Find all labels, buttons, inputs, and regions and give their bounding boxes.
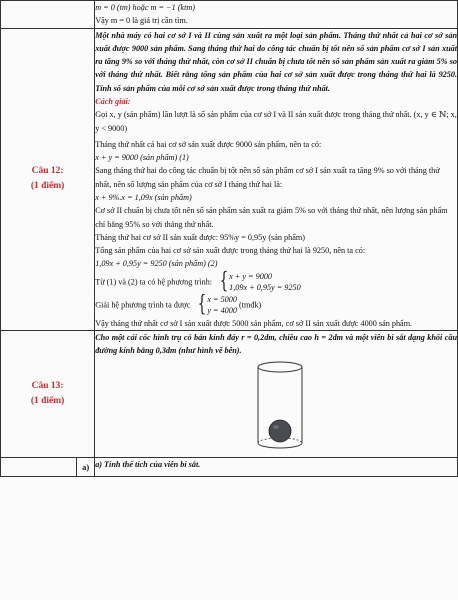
question-12-label: Câu 12: (31, 166, 64, 177)
solution-conclusion: Vậy tháng thứ nhất cơ sở I sản xuất được 5000 sản phẩm, cơ sở II sản xuất được 4000 sản phẩm. (95, 318, 413, 328)
brace-icon: { (198, 292, 207, 318)
question-12-row (1, 28, 458, 330)
equation-system-2-line (95, 294, 457, 317)
question-13a-text: a) Tính thể tích của viên bi sắt. (95, 458, 458, 477)
solution-step-5: x + 9%.x = 1,09x (sản phẩm) (95, 192, 192, 202)
question-13-label-cell (1, 330, 95, 458)
question-12-content (95, 28, 458, 330)
question-13-label: Câu 13: (31, 380, 64, 391)
question-13a-row (1, 458, 458, 477)
solution-step-1: Gọi x, y (sản phẩm) lần lượt là số sản phẩm của cơ sở I và II sản xuất được trong tháng thứ nhất. (x, y ∈ ℕ; x, y < 9000) (95, 110, 457, 133)
solution-step-3: x + y = 9000 (sản phẩm) (1) (95, 153, 189, 163)
solution-heading: Cách giải: (95, 96, 131, 106)
question-12-label-cell (1, 28, 95, 330)
cylinder-with-ball-icon (95, 357, 455, 457)
solution-step-10: Từ (1) và (2) ta có hệ phương trình: (95, 276, 213, 286)
system-2-eq-2: y = 4000 (207, 306, 237, 316)
solution-step-4: Sang tháng thứ hai do công tác chuẩn bị tốt nên số sản phẩm cơ sở I sản xuất ra tăng 9% so với tháng thứ nhất, nên số lượng sản phẩm của cơ sở I tháng thứ hai là: (95, 166, 440, 189)
solution-step-11: Giải hệ phương trình ta được (95, 299, 191, 309)
cylinder-figure (95, 357, 457, 457)
condition-check: (tmđk) (239, 299, 262, 309)
system-1-eq-1: x + y = 9000 (229, 271, 273, 281)
brace-icon: { (219, 269, 229, 295)
question-13-row (1, 330, 458, 458)
equation-system-2 (195, 294, 237, 317)
question-12-problem: Một nhà máy có hai cơ sở I và II cùng sản xuất ra một loại sản phẩm. Tháng thứ nhất cả hai cơ sở sản xuất được 9000 sản phẩm. Sang tháng thứ hai do công tác chuẩn bị tốt nên số sản phẩm cơ sở I sản xuất ra tăng 9% so với tháng thứ nhất, còn cơ sở II chuẩn bị chưa tốt nên số sản phẩm sản xuất ra giảm 5% so với tháng thứ nhất. Biết rằng tổng sản phẩm của hai cơ sở sản xuất được trong tháng thứ hai là 9250. Tính số sản phẩm của mỗi cơ sở sản xuất được trong tháng thứ nhất. (95, 30, 457, 93)
question-13-problem: Cho một cái cốc hình trụ có bán kính đáy r = 0,2dm, chiều cao h = 2dm và một viên bi sắt dạng khối cầu đường kính bằng 0,3dm (như hình vẽ bên). (95, 332, 457, 356)
prev-question-row (1, 1, 458, 29)
question-13-content (95, 330, 458, 458)
question-13a-letter: a) (77, 458, 95, 477)
solution-step-7: Tháng thứ hai cơ sở II sản xuất được: 95%y = 0,95y (sản phẩm) (95, 232, 305, 242)
solution-step-8: Tổng sản phẩm của hai cơ sở sản xuất được trong tháng thứ hai là 9250, nên ta có: (95, 246, 366, 256)
question-12-points: (1 điểm) (30, 181, 65, 192)
solution-step-2: Tháng thứ nhất cả hai cơ sở sản xuất được 9000 sản phẩm, nên ta có: (95, 139, 322, 149)
prev-line-2: Vậy m = 0 là giá trị cần tìm. (95, 16, 188, 26)
prev-content-cell (95, 1, 458, 29)
prev-label-cell (1, 1, 95, 29)
solution-step-9: 1,09x + 0,95y = 9250 (sản phẩm) (2) (95, 259, 218, 269)
question-13a-empty-cell (1, 458, 77, 477)
equation-system-1 (217, 271, 301, 294)
prev-line-1: m = 0 (tm) hoặc m = −1 (ktm) (95, 3, 195, 12)
system-2-eq-1: x = 5000 (207, 294, 237, 304)
system-1-eq-2: 1,09x + 0,95y = 9250 (229, 283, 301, 293)
question-13-points: (1 điểm) (30, 396, 65, 407)
solution-step-6: Cơ sở II chuẩn bị chưa tốt nên số sản phẩm sản xuất ra giảm 5% so với tháng thứ nhất, nên lượng sản phẩm chỉ bằng 95% so với tháng thứ nhất. (95, 206, 448, 229)
equation-system-1-line (95, 271, 457, 294)
